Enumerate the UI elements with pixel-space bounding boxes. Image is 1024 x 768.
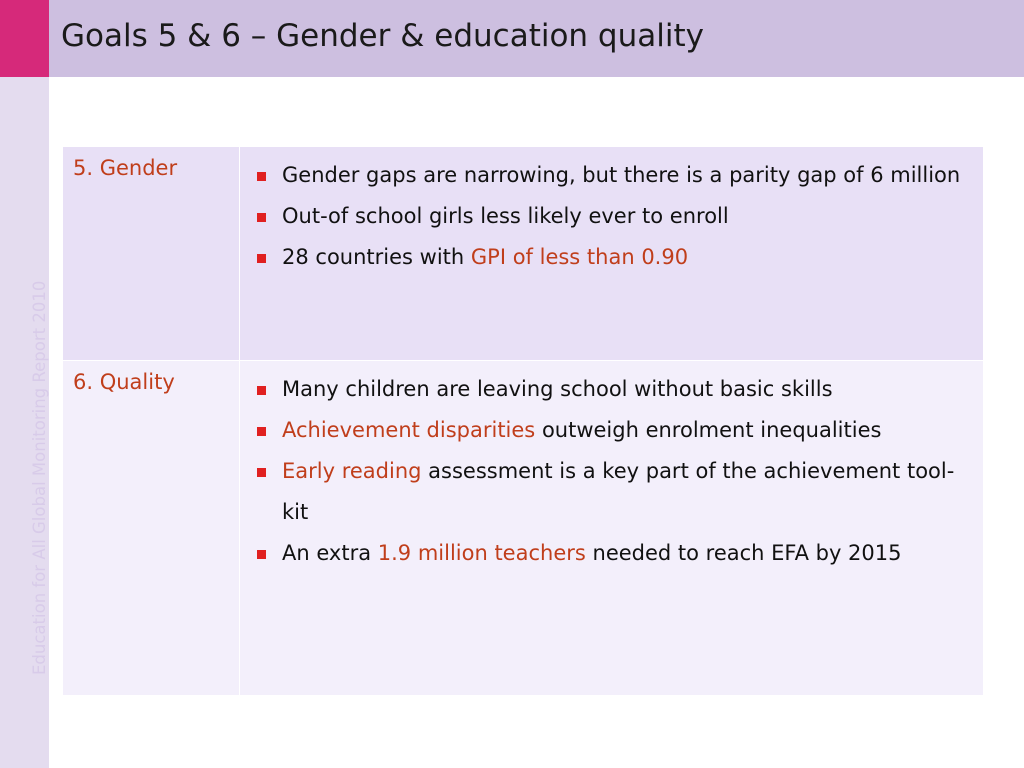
- bullet-text: Many children are leaving school without basic skills: [282, 377, 833, 401]
- square-bullet-icon: [257, 550, 266, 559]
- bullet-text: Out-of school girls less likely ever to enroll: [282, 204, 729, 228]
- bullet-highlight: Early reading: [282, 459, 422, 483]
- goals-table: [62, 146, 984, 696]
- accent-block: [0, 0, 49, 77]
- list-item: [254, 369, 971, 410]
- square-bullet-icon: [257, 213, 266, 222]
- goal-content-gender: [240, 147, 984, 361]
- goal-content-quality: [240, 361, 984, 696]
- sidebar-strip: [0, 77, 49, 768]
- table-row: [63, 147, 984, 361]
- square-bullet-icon: [257, 254, 266, 263]
- list-item: [254, 451, 971, 533]
- bullet-text-end: outweigh enrolment inequalities: [535, 418, 882, 442]
- bullet-list: [254, 155, 971, 278]
- report-name-vertical: Education for All Global Monitoring Report 2010: [30, 280, 49, 675]
- list-item: [254, 533, 971, 574]
- title-bar: [49, 0, 1024, 77]
- bullet-highlight: Achievement disparities: [282, 418, 536, 442]
- bullet-text: An extra: [282, 541, 378, 565]
- bullet-text: 28 countries with: [282, 245, 471, 269]
- goal-label-quality: 6. Quality: [63, 361, 240, 696]
- slide-title: Goals 5 & 6 – Gender & education quality: [61, 18, 704, 54]
- square-bullet-icon: [257, 172, 266, 181]
- square-bullet-icon: [257, 468, 266, 477]
- list-item: [254, 196, 971, 237]
- table-row: [63, 361, 984, 696]
- bullet-text-end: needed to reach EFA by 2015: [585, 541, 902, 565]
- list-item: [254, 237, 971, 278]
- square-bullet-icon: [257, 386, 266, 395]
- list-item: [254, 155, 971, 196]
- square-bullet-icon: [257, 427, 266, 436]
- bullet-list: [254, 369, 971, 574]
- list-item: [254, 410, 971, 451]
- goal-label-gender: 5. Gender: [63, 147, 240, 361]
- bullet-text-end: assessment is a key part of the achievement tool-kit: [282, 459, 955, 524]
- bullet-highlight: 1.9 million teachers: [377, 541, 586, 565]
- bullet-text: Gender gaps are narrowing, but there is a parity gap of 6 million: [282, 163, 961, 187]
- bullet-highlight: GPI of less than 0.90: [470, 245, 689, 269]
